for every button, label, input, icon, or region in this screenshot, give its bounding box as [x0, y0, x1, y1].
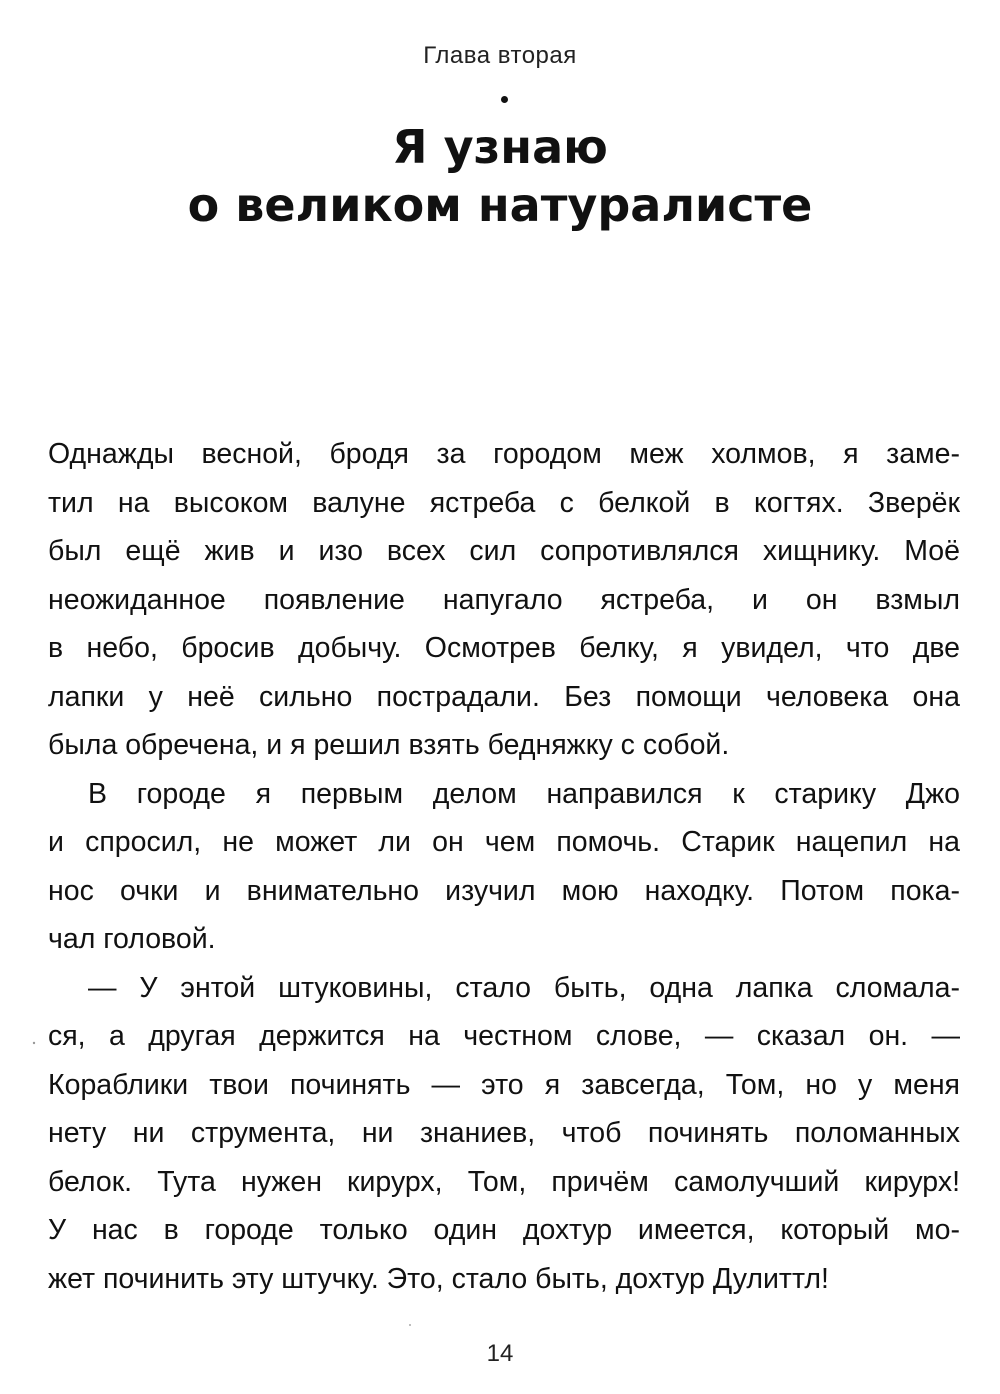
- paragraph-1: [48, 430, 960, 770]
- body-text: [48, 430, 960, 1303]
- chapter-title-line-2: о великом натуралисте: [187, 178, 813, 232]
- text-line: нету ни струмента, ни знаниев, чтоб починять поломанных: [48, 1117, 960, 1149]
- text-line: Однажды весной, бродя за городом меж холмов, я заме-: [48, 438, 960, 470]
- chapter-title-line-1: Я узнаю: [392, 120, 608, 174]
- text-line: нос очки и внимательно изучил мою находку. Потом пока-: [48, 874, 960, 907]
- paragraph-2: [48, 770, 960, 964]
- chapter-title: [0, 118, 1000, 234]
- text-line: неожиданное появление напугало ястреба, и он взмыл: [48, 583, 960, 616]
- text-line: жет починить эту штучку. Это, стало быть, дохтур Дулиттл!: [48, 1262, 829, 1295]
- page-number: 14: [486, 1340, 514, 1367]
- text-line: Кораблики твои починять — это я завсегда, Том, но у меня: [48, 1068, 960, 1101]
- text-line: В городе я первым делом направился к старику Джо: [88, 777, 960, 810]
- text-line: белок. Тута нужен кирурх, Том, причём самолучший кирурх!: [48, 1165, 960, 1198]
- text-line: — У энтой штуковины, стало быть, одна лапка сломала-: [88, 971, 960, 1004]
- chapter-label: Глава вторая: [423, 42, 577, 69]
- text-line: был ещё жив и изо всех сил сопротивлялся хищнику. Моё: [48, 535, 960, 567]
- paragraph-3: [48, 964, 960, 1304]
- text-line: тил на высоком валуне ястреба с белкой в когтях. Зверёк: [48, 486, 960, 519]
- text-line: была обречена, и я решил взять бедняжку с собой.: [48, 729, 730, 761]
- text-line: лапки у неё сильно пострадали. Без помощи человека она: [48, 680, 960, 713]
- text-line: чал головой.: [48, 923, 216, 955]
- ornament-dot: [501, 96, 508, 103]
- text-line: в небо, бросив добычу. Осмотрев белку, я увидел, что две: [48, 632, 960, 664]
- text-line: У нас в городе только один дохтур имеется, который мо-: [48, 1214, 960, 1246]
- text-line: и спросил, не может ли он чем помочь. Старик нацепил на: [48, 826, 960, 858]
- text-line: ся, а другая держится на честном слове, — сказал он. —: [48, 1020, 960, 1052]
